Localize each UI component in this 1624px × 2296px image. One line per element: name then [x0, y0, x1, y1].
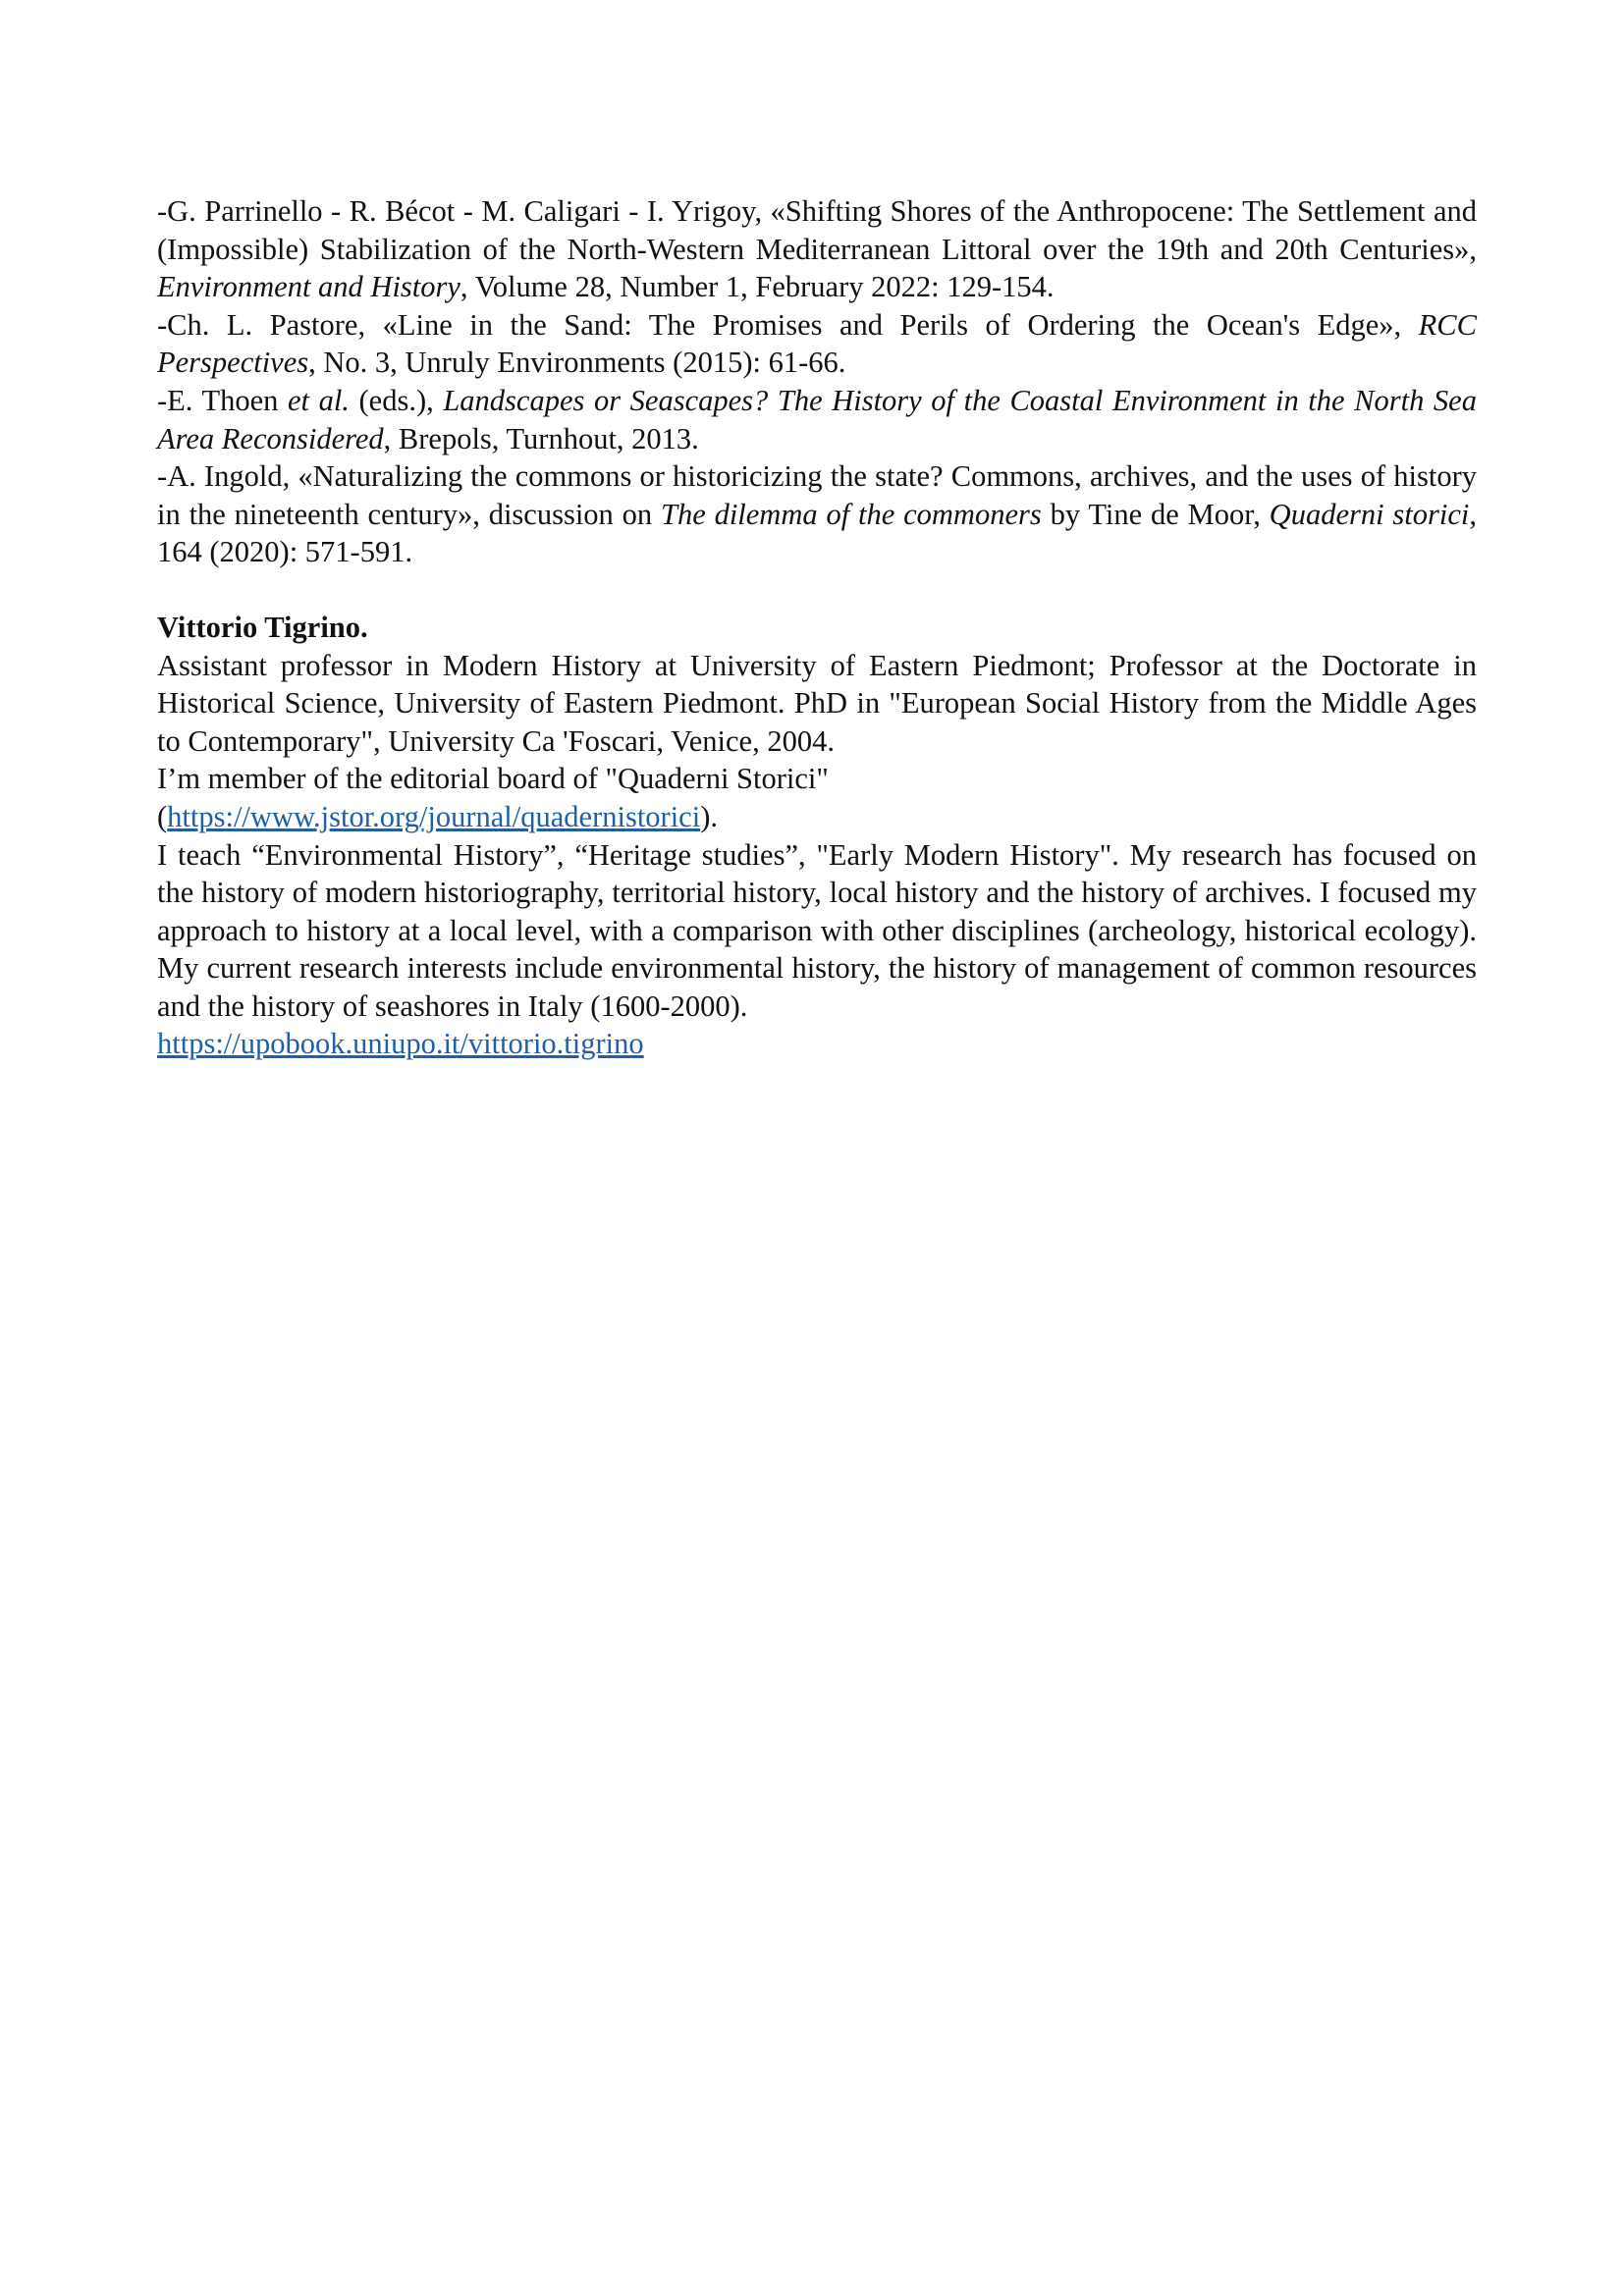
bio-position: Assistant professor in Modern History at University of Eastern Piedmont; Professor at the Doctorate in Historical Science, University of Eastern Piedmont. PhD in "European Social History from the Middle Ages to Contemporary", University Ca 'Foscari, Venice, 2004. — [157, 648, 1477, 758]
reference-text: (eds.), — [349, 383, 444, 417]
reference-thoen — [157, 382, 1477, 457]
reference-text: , No. 3, Unruly Environments (2015): 61-66. — [308, 346, 846, 380]
paren-close: ). — [700, 799, 718, 833]
reference-journal: Environment and History — [157, 270, 460, 304]
reference-text: -Ch. L. Pastore, «Line in the Sand: The Promises and Perils of Ordering the Ocean's Edge», — [157, 307, 1419, 342]
reference-text: , 164 (2020): 571-591. — [157, 497, 1477, 569]
profile-link[interactable]: https://upobook.uniupo.it/vittorio.tigrino — [157, 1027, 644, 1061]
section-spacer — [157, 571, 1477, 609]
paren-open: ( — [157, 799, 168, 833]
reference-text: , Brepols, Turnhout, 2013. — [383, 421, 699, 455]
document-page — [157, 192, 1477, 1063]
reference-journal: RCC Perspectives — [157, 307, 1477, 380]
reference-text: -E. Thoen — [157, 383, 288, 417]
reference-pastore — [157, 306, 1477, 382]
reference-journal: Quaderni storici — [1269, 497, 1470, 531]
bio-profile-line — [157, 1025, 1477, 1063]
reference-book-title: Landscapes or Seascapes? The History of the Coastal Environment in the North Sea Area Reconsidered — [157, 383, 1477, 455]
bio-journal-line — [157, 798, 1477, 836]
journal-link[interactable]: https://www.jstor.org/journal/quadernistorici — [167, 799, 701, 833]
reference-text: -A. Ingold, «Naturalizing the commons or historicizing the state? Commons, archives, and the uses of history in the nineteenth century», discussion on — [157, 459, 1477, 531]
bio-research: I teach “Environmental History”, “Heritage studies”, "Early Modern History". My research has focused on the history of modern historiography, territorial history, local history and the history of archives. I focused my approach to history at a local level, with a comparison with other disciplines (archeology, historical ecology). My current research interests include environmental history, the history of management of common resources and the history of seashores in Italy (1600-2000). — [157, 837, 1477, 1023]
reference-etal: et al. — [287, 383, 350, 417]
bio-editorial: I’m member of the editorial board of "Quaderni Storici" — [157, 762, 829, 796]
reference-ingold — [157, 457, 1477, 571]
reference-parrinello — [157, 192, 1477, 306]
reference-book-title: The dilemma of the commoners — [660, 497, 1042, 531]
reference-text: by Tine de Moor, — [1041, 497, 1270, 531]
bio-name: Vittorio Tigrino. — [157, 610, 368, 644]
reference-text: -G. Parrinello - R. Bécot - M. Caligari - I. Yrigoy, «Shifting Shores of the Anthropocene: The Settlement and (Impossible) Stabilization of the North-Western Mediterranean Littoral over the 19th and 20th Centuries», — [157, 194, 1477, 266]
reference-text: , Volume 28, Number 1, February 2022: 129-154. — [460, 270, 1055, 304]
